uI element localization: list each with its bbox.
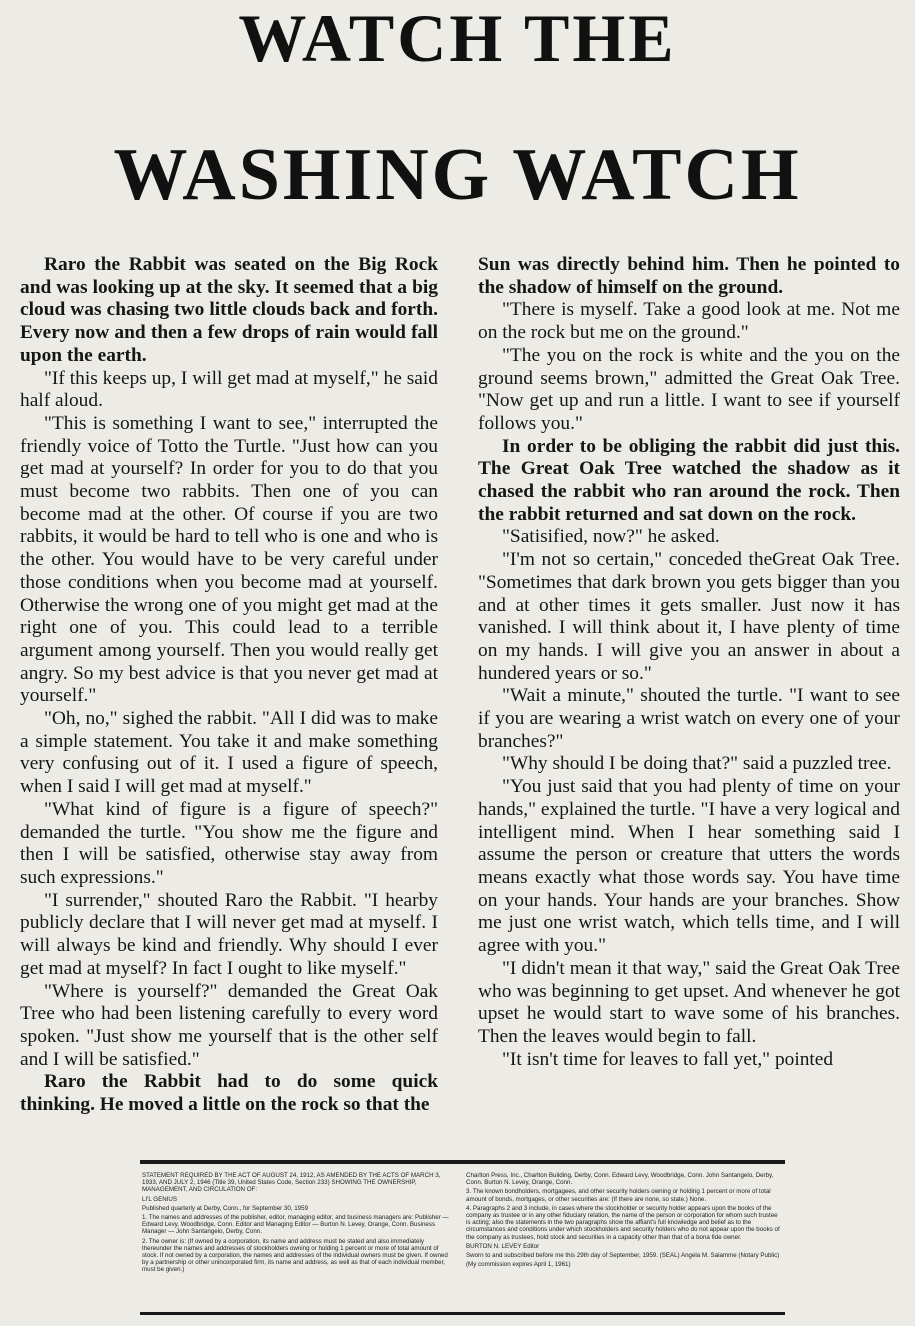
story-paragraph: "This is something I want to see," interrupted the friendly voice of Totto the Turtle. "Just how can you get mad at yourself? In order for you to do that you must become two rabbits. Then one of you can become mad at the other. Of course if you are two rabbits, it would be hard to tell who is one and who is the other. You would have to be very careful under those conditions when you become mad at yourself. Otherwise the wrong one of you might get mad at the right one of you. This could lead to a terrible argument among yourself. Then you would really get angry. So my best advice is that you never get mad at yourself." <box>20 412 438 707</box>
story-column-left <box>20 254 438 1117</box>
story-column-right <box>478 254 900 1071</box>
statement-bottom-rule <box>140 1312 785 1315</box>
story-paragraph: Raro the Rabbit was seated on the Big Rock and was looking up at the sky. It seemed that a big cloud was chasing two little clouds back and forth. Every now and then a few drops of rain would fall upon the earth. <box>20 254 438 366</box>
story-paragraph: Sun was directly behind him. Then he pointed to the shadow of himself on the ground. <box>478 254 900 298</box>
statement-top-rule <box>140 1160 785 1164</box>
statement-paragraph: (My commission expires April 1, 1961) <box>466 1261 571 1269</box>
story-paragraph: "Satisified, now?" he asked. <box>502 526 720 548</box>
statement-paragraph: 2. The owner is: (If owned by a corporation, its name and address must be stated and also immediately thereunder the names and addresses of stockholders owning or holding 1 percent or more of total amount of stock. If not owned by a corporation, the names and addresses of the individual owners must be given. If owned by a partnership or other unincorporated firm, its name and address, as well as that of each individual member, must be given.) <box>142 1237 448 1274</box>
story-paragraph: "Why should I be doing that?" said a puzzled tree. <box>502 753 892 775</box>
statement-paragraph: 4. Paragraphs 2 and 3 include, in cases where the stockholder or security holder appears upon the books of the company as trustee or in any other fiduciary relation, the name of the person or corporation for whom such trustee is acting; also the statements in the two paragraphs show the affiant's full knowledge and belief as to the circumstances and conditions under which stockholders and security holders who do not appear upon the books of the company as trustees, hold stock and securities in a capacity other than that of a bona fide owner. <box>466 1204 780 1241</box>
statement-paragraph: Charlton Press, Inc., Charlton Building, Derby, Conn. Edward Levy, Woodbridge, Conn. John Santangelo, Derby, Conn. Burton N. Levey, Orange, Conn. <box>466 1172 774 1187</box>
story-paragraph: "Oh, no," sighed the rabbit. "All I did was to make a simple statement. You take it and make something very confusing out of it. I used a figure of speech, when I said I will get mad at myself." <box>20 708 438 798</box>
statement-paragraph: 3. The known bondholders, mortgagees, and other security holders owning or holding 1 percent or more of total amount of bonds, mortgages, or other securities are: (If there are none, so state.) None. <box>466 1188 771 1203</box>
story-paragraph: "If this keeps up, I will get mad at myself," he said half aloud. <box>20 367 438 412</box>
story-paragraph: "It isn't time for leaves to fall yet," pointed <box>502 1048 834 1070</box>
ownership-statement-left <box>142 1172 450 1310</box>
story-paragraph: In order to be obliging the rabbit did just this. The Great Oak Tree watched the shadow as it chased the rabbit who ran around the rock. Then the rabbit returned and sat down on the rock. <box>478 435 900 525</box>
statement-paragraph: STATEMENT REQUIRED BY THE ACT OF AUGUST 24, 1912, AS AMENDED BY THE ACTS OF MARCH 3, 1933, AND JULY 2, 1946 (Title 39, United States Code, Section 233) SHOWING THE OWNERSHIP, MANAGEMENT, AND CIRCULATION OF: <box>142 1172 441 1194</box>
story-paragraph: "I didn't mean it that way," said the Great Oak Tree who was beginning to get upset. And whenever he got upset he would start to wave some of his branches. Then the leaves would begin to fall. <box>478 957 900 1047</box>
story-paragraph: "Where is yourself?" demanded the Great Oak Tree who had been listening carefully to every word spoken. "Just show me yourself that is the other self and I will be satisfied." <box>20 980 438 1070</box>
story-paragraph: "The you on the rock is white and the you on the ground seems brown," admitted the Great Oak Tree. "Now get up and run a little. I want to see if yourself follows you." <box>478 344 900 434</box>
story-title-line-1: WATCH THE <box>238 0 677 76</box>
statement-paragraph: Published quarterly at Derby, Conn., for September 30, 1959 <box>142 1204 309 1212</box>
statement-paragraph: Sworn to and subscribed before me this 29th day of September, 1959. (SEAL) Angela M. Salamme (Notary Public) <box>466 1252 780 1260</box>
story-paragraph: "There is myself. Take a good look at me. Not me on the rock but me on the ground." <box>478 299 900 344</box>
statement-paragraph: BURTON N. LEVEY Editor <box>466 1242 540 1250</box>
statement-paragraph: 1. The names and addresses of the publisher, editor, managing editor, and business managers are: Publisher — Edward Levy, Woodbridge, Conn. Editor and Managing Editor — Burton N. Levey, Orange, Conn. Business Manager — John Santangelo, Derby, Conn. <box>142 1214 449 1236</box>
story-paragraph: "What kind of figure is a figure of speech?" demanded the turtle. "You show me the figure and then I will be satisfied, otherwise stay away from such expressions." <box>20 798 438 888</box>
story-paragraph: Raro the Rabbit had to do some quick thinking. He moved a little on the rock so that the <box>20 1071 438 1116</box>
statement-paragraph: LI'L GENIUS <box>142 1195 177 1203</box>
story-paragraph: "Wait a minute," shouted the turtle. "I want to see if you are wearing a wrist watch on every one of your branches?" <box>478 685 900 752</box>
story-paragraph: "You just said that you had plenty of time on your hands," explained the turtle. "I have a very logical and intelligent mind. When I hear something said I assume the person or creature that utters the words means exactly what those words say. You have time on your hands. Your hands are your branches. Show me just one wrist watch, which tells time, and I will agree with you." <box>478 776 900 957</box>
story-title-line-2: WASHING WATCH <box>113 134 802 216</box>
ownership-statement-right <box>466 1172 782 1310</box>
story-paragraph: "I'm not so certain," conceded theGreat Oak Tree. "Sometimes that dark brown you gets bigger than you and at other times it gets smaller. Just now it has vanished. I will think about it, I have plenty of time on my hands. I will give you an answer in about a hundered years or so." <box>478 549 900 684</box>
story-paragraph: "I surrender," shouted Raro the Rabbit. "I hearby publicly declare that I will never get mad at myself. I will always be kind and friendly. Why should I ever get mad at myself? In fact I ought to like myself." <box>20 889 438 979</box>
